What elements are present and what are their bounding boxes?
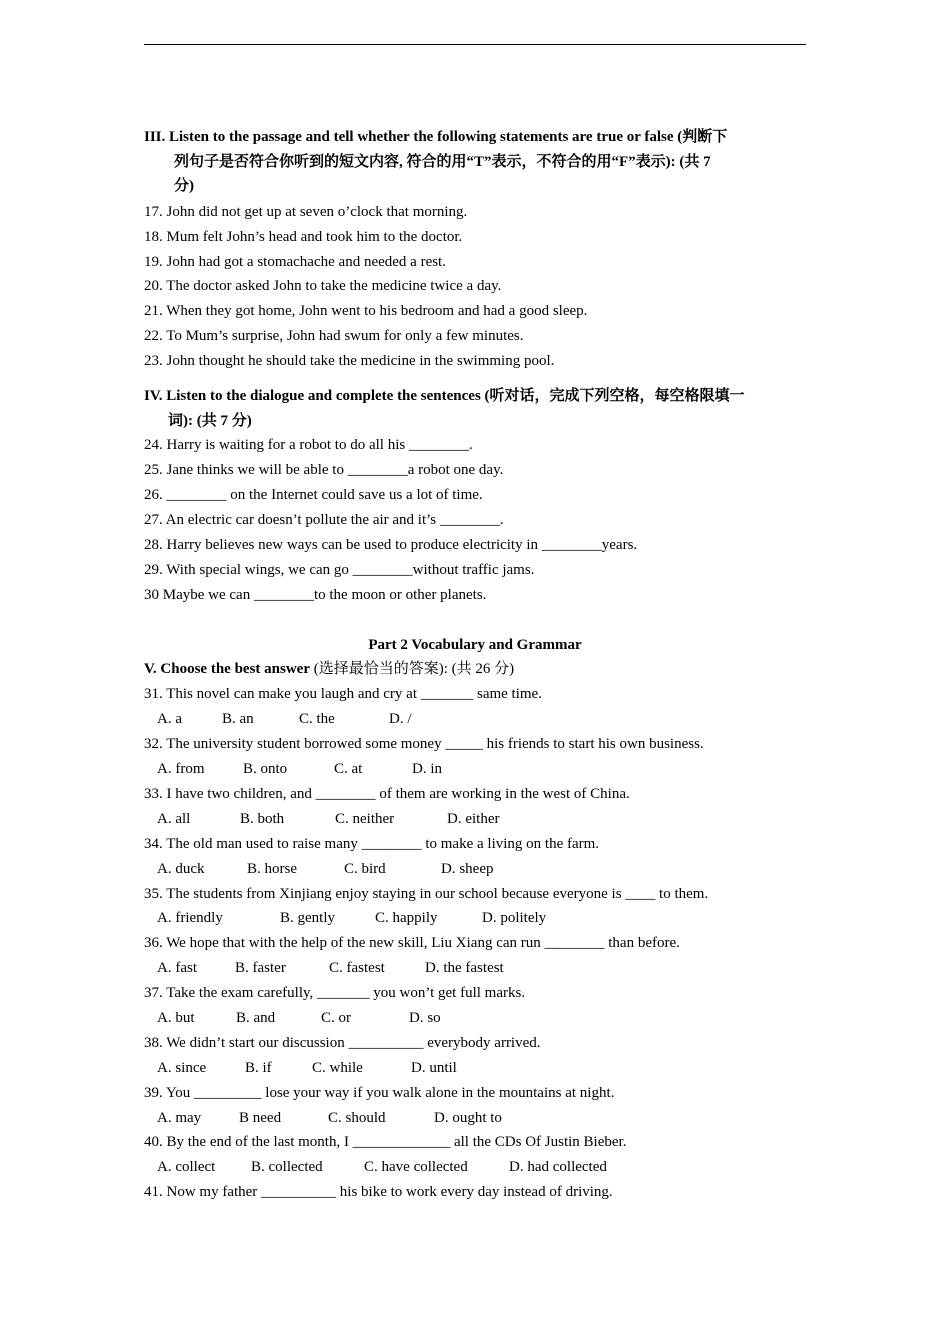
option-36-b: B. faster — [235, 960, 286, 976]
sentence-27: 27. An electric car doesn’t pollute the air and it’s ________. — [144, 512, 504, 528]
top-rule — [144, 44, 806, 45]
statement-22: 22. To Mum’s surprise, John had swum for only a few minutes. — [144, 328, 524, 344]
option-32-a: A. from — [157, 761, 205, 777]
option-37-d: D. so — [409, 1010, 441, 1026]
section-4-heading — [144, 384, 808, 433]
sentence-29: 29. With special wings, we can go ________without traffic jams. — [144, 562, 535, 578]
question-39: 39. You _________ lose your way if you walk alone in the mountains at night. — [144, 1085, 615, 1101]
option-40-b: B. collected — [251, 1159, 323, 1175]
section-5-heading-rest: (选择最恰当的答案): (共 26 分) — [309, 661, 515, 677]
section-3-heading-line-1: III. Listen to the passage and tell whether the following statements are true or false (判断下 — [144, 129, 728, 145]
sentence-30: 30 Maybe we can ________to the moon or other planets. — [144, 587, 487, 603]
section-5-heading — [144, 660, 514, 678]
option-31-c: C. the — [299, 711, 335, 727]
option-34-a: A. duck — [157, 861, 205, 877]
option-35-b: B. gently — [280, 910, 335, 926]
option-39-a: A. may — [157, 1110, 202, 1126]
question-37: 37. Take the exam carefully, _______ you won’t get full marks. — [144, 985, 526, 1001]
option-31-d: D. / — [389, 711, 412, 727]
option-31-a: A. a — [157, 711, 182, 727]
option-31-b: B. an — [222, 711, 254, 727]
option-33-c: C. neither — [335, 811, 395, 827]
option-38-c: C. while — [312, 1060, 363, 1076]
question-40: 40. By the end of the last month, I _____________ all the CDs Of Justin Bieber. — [144, 1134, 627, 1150]
option-35-a: A. friendly — [157, 910, 223, 926]
option-35-d: D. politely — [482, 910, 547, 926]
option-36-d: D. the fastest — [425, 960, 504, 976]
statement-23: 23. John thought he should take the medicine in the swimming pool. — [144, 353, 555, 369]
option-36-a: A. fast — [157, 960, 197, 976]
option-32-c: C. at — [334, 761, 363, 777]
option-40-d: D. had collected — [509, 1159, 607, 1175]
section-3-heading — [144, 125, 808, 199]
section-3-heading-line-2: 列句子是否符合你听到的短文内容, 符合的用“T”表示，不符合的用“F”表示): (共 7 — [174, 153, 711, 170]
option-36-c: C. fastest — [329, 960, 385, 976]
option-32-b: B. onto — [243, 761, 288, 777]
option-40-c: C. have collected — [364, 1159, 468, 1175]
option-37-a: A. but — [157, 1010, 195, 1026]
option-33-b: B. both — [240, 811, 285, 827]
option-34-b: B. horse — [247, 861, 297, 877]
option-33-d: D. either — [447, 811, 500, 827]
question-31: 31. This novel can make you laugh and cry at _______ same time. — [144, 686, 542, 702]
section-3-heading-line-3: 分) — [174, 178, 194, 194]
question-41: 41. Now my father __________ his bike to work every day instead of driving. — [144, 1184, 613, 1200]
option-39-c: C. should — [328, 1110, 386, 1126]
question-34: 34. The old man used to raise many ________ to make a living on the farm. — [144, 836, 600, 852]
section-4-heading-line-1: IV. Listen to the dialogue and complete the sentences (听对话，完成下列空格，每空格限填一 — [144, 388, 745, 404]
sentence-25: 25. Jane thinks we will be able to ________a robot one day. — [144, 462, 504, 478]
option-33-a: A. all — [157, 811, 191, 827]
option-39-d: D. ought to — [434, 1110, 502, 1126]
statement-20: 20. The doctor asked John to take the medicine twice a day. — [144, 278, 502, 294]
statement-17: 17. John did not get up at seven o’clock that morning. — [144, 204, 468, 220]
option-38-d: D. until — [411, 1060, 457, 1076]
option-38-b: B. if — [245, 1060, 272, 1076]
section-4-heading-line-2: 词): (共 7 分) — [168, 412, 252, 429]
option-39-b: B need — [239, 1110, 282, 1126]
section-5-heading-bold: V. Choose the best answer — [144, 661, 310, 677]
option-32-d: D. in — [412, 761, 442, 777]
option-38-a: A. since — [157, 1060, 207, 1076]
part-2-title: Part 2 Vocabulary and Grammar — [368, 637, 582, 653]
question-33: 33. I have two children, and ________ of them are working in the west of China. — [144, 786, 630, 802]
question-32: 32. The university student borrowed some money _____ his friends to start his own business. — [144, 736, 704, 752]
statement-19: 19. John had got a stomachache and needed a rest. — [144, 254, 446, 270]
option-40-a: A. collect — [157, 1159, 216, 1175]
option-37-c: C. or — [321, 1010, 351, 1026]
question-38: 38. We didn’t start our discussion __________ everybody arrived. — [144, 1035, 541, 1051]
sentence-28: 28. Harry believes new ways can be used to produce electricity in ________years. — [144, 537, 638, 553]
question-36: 36. We hope that with the help of the new skill, Liu Xiang can run ________ than before. — [144, 935, 680, 951]
statement-21: 21. When they got home, John went to his bedroom and had a good sleep. — [144, 303, 588, 319]
option-34-d: D. sheep — [441, 861, 494, 877]
sentence-24: 24. Harry is waiting for a robot to do all his ________. — [144, 437, 473, 453]
sentence-26: 26. ________ on the Internet could save us a lot of time. — [144, 487, 483, 503]
option-35-c: C. happily — [375, 910, 438, 926]
option-34-c: C. bird — [344, 861, 386, 877]
option-37-b: B. and — [236, 1010, 276, 1026]
question-35: 35. The students from Xinjiang enjoy staying in our school because everyone is ____ to them. — [144, 886, 709, 902]
statement-18: 18. Mum felt John’s head and took him to the doctor. — [144, 229, 463, 245]
